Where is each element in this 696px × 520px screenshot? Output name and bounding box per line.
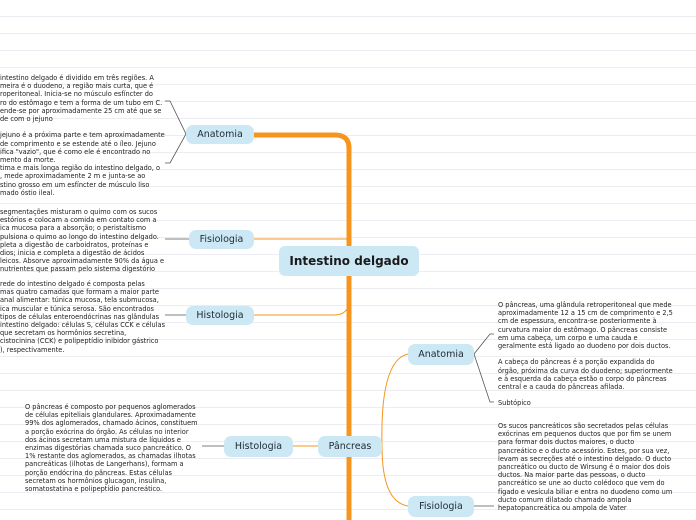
topic-anatomia[interactable]: Anatomia <box>186 125 254 144</box>
note-histologia: rede do intestino delgado é composta pelas mas quatro camadas que formam a maior parte anal alimentar: túnica mucosa, tela submucosa, ica muscular e túnica serosa. São encontrados tipos de células enteroendócrinas nas glândulas intestino delgado: células S, células CCK e células que secretam os hormônios secretina, cistocinina (CCK) e polipeptídio inibidor gástrico ), respectivamente. <box>0 280 166 354</box>
topic-pancreas-anatomia[interactable]: Anatomia <box>408 344 474 365</box>
note-pancreas-histologia: O pâncreas é composto por pequenos aglomerados de células epiteliais glandulares. Aproximadamente 99% dos aglomerados, chamado ácinos, constituem a porção exócrina do órgão. As células no interior dos ácinos secretam uma mistura de líquidos e enzimas digestórias chamada suco pancreático. O 1% restante dos aglomerados, as chamadas ilhotas pancreáticas (ilhotas de Langerhans), formam a porção endócrina do pâncreas. Estas células secretam os hormônios glucagon, insulina, somatostatina e polipeptídio pancreático. <box>25 403 198 494</box>
topic-histologia[interactable]: Histologia <box>186 306 254 325</box>
note-pancreas-anatomia: O pâncreas, uma glândula retroperitoneal que mede aproximadamente 12 a 15 cm de comprimento e 2,5 cm de espessura, encontra-se posteriormente à curvatura maior do estômago. O pâncreas consiste em uma cabeça, um corpo e uma cauda e geralmente está ligado ao duodeno por dois ductos. A cabeça do pâncreas é a porção expandida do órgão, próxima da curva do duodeno; superiormente e à esquerda da cabeça estão o corpo do pâncreas central e a cauda do pâncreas afilada. <box>498 301 673 392</box>
topic-pancreas[interactable]: Pâncreas <box>318 436 382 457</box>
note-pancreas-subtopico[interactable]: Subtópico <box>498 399 531 407</box>
note-pancreas-fisiologia: Os sucos pancreáticos são secretados pelas células exócrinas em pequenos ductos que por fim se unem para formar dois ductos maiores, o ducto pancreático e o ducto acessório. Estes, por sua vez, levam as secreções até o intestino delgado. O ducto pancreático ou ducto de Wirsung é o maior dos dois ductos. Na maior parte das pessoas, o ducto pancreático se une ao ducto colédoco que vem do fígado e vesícula biliar e entra no duodeno como um ducto comum dilatado chamado ampola hepatopancreática ou ampola de Vater <box>498 422 673 513</box>
note-anatomia: intestino delgado é dividido em três regiões. A meira é o duodeno, a região mais curta, que é roperitoneal. Inicia-se no músculo esfíncter do ro do estômago e tem a forma de um tubo em C. ende-se por aproximadamente 25 cm até que se de com o jejuno jejuno é a próxima parte e tem aproximadamente de comprimento e se estende até o íleo. Jejuno ifica "vazio", que é como ele é encontrado no mento da morte. tima e mais longa região do intestino delgado, o , mede aproximadamente 2 m e junta-se ao stino grosso em um esfíncter de músculo liso mado óstio ileal. <box>0 74 165 197</box>
topic-pancreas-fisiologia[interactable]: Fisiologia <box>408 496 474 517</box>
topic-fisiologia[interactable]: Fisiologia <box>189 230 254 249</box>
central-topic[interactable]: Intestino delgado <box>279 246 419 276</box>
topic-pancreas-histologia[interactable]: Histologia <box>224 436 293 457</box>
note-fisiologia: segmentações misturam o quimo com os sucos estórios e colocam a comida em contato com a ica mucosa para a absorção; o peristaltismo pulsiona o quimo ao longo do intestino delgado. pleta a digestão de carboidratos, proteínas e dios; inicia e completa a digestão de ácidos leicos. Absorve aproximadamente 90% da água e nutrientes que passam pelo sistema digestório <box>0 208 165 274</box>
